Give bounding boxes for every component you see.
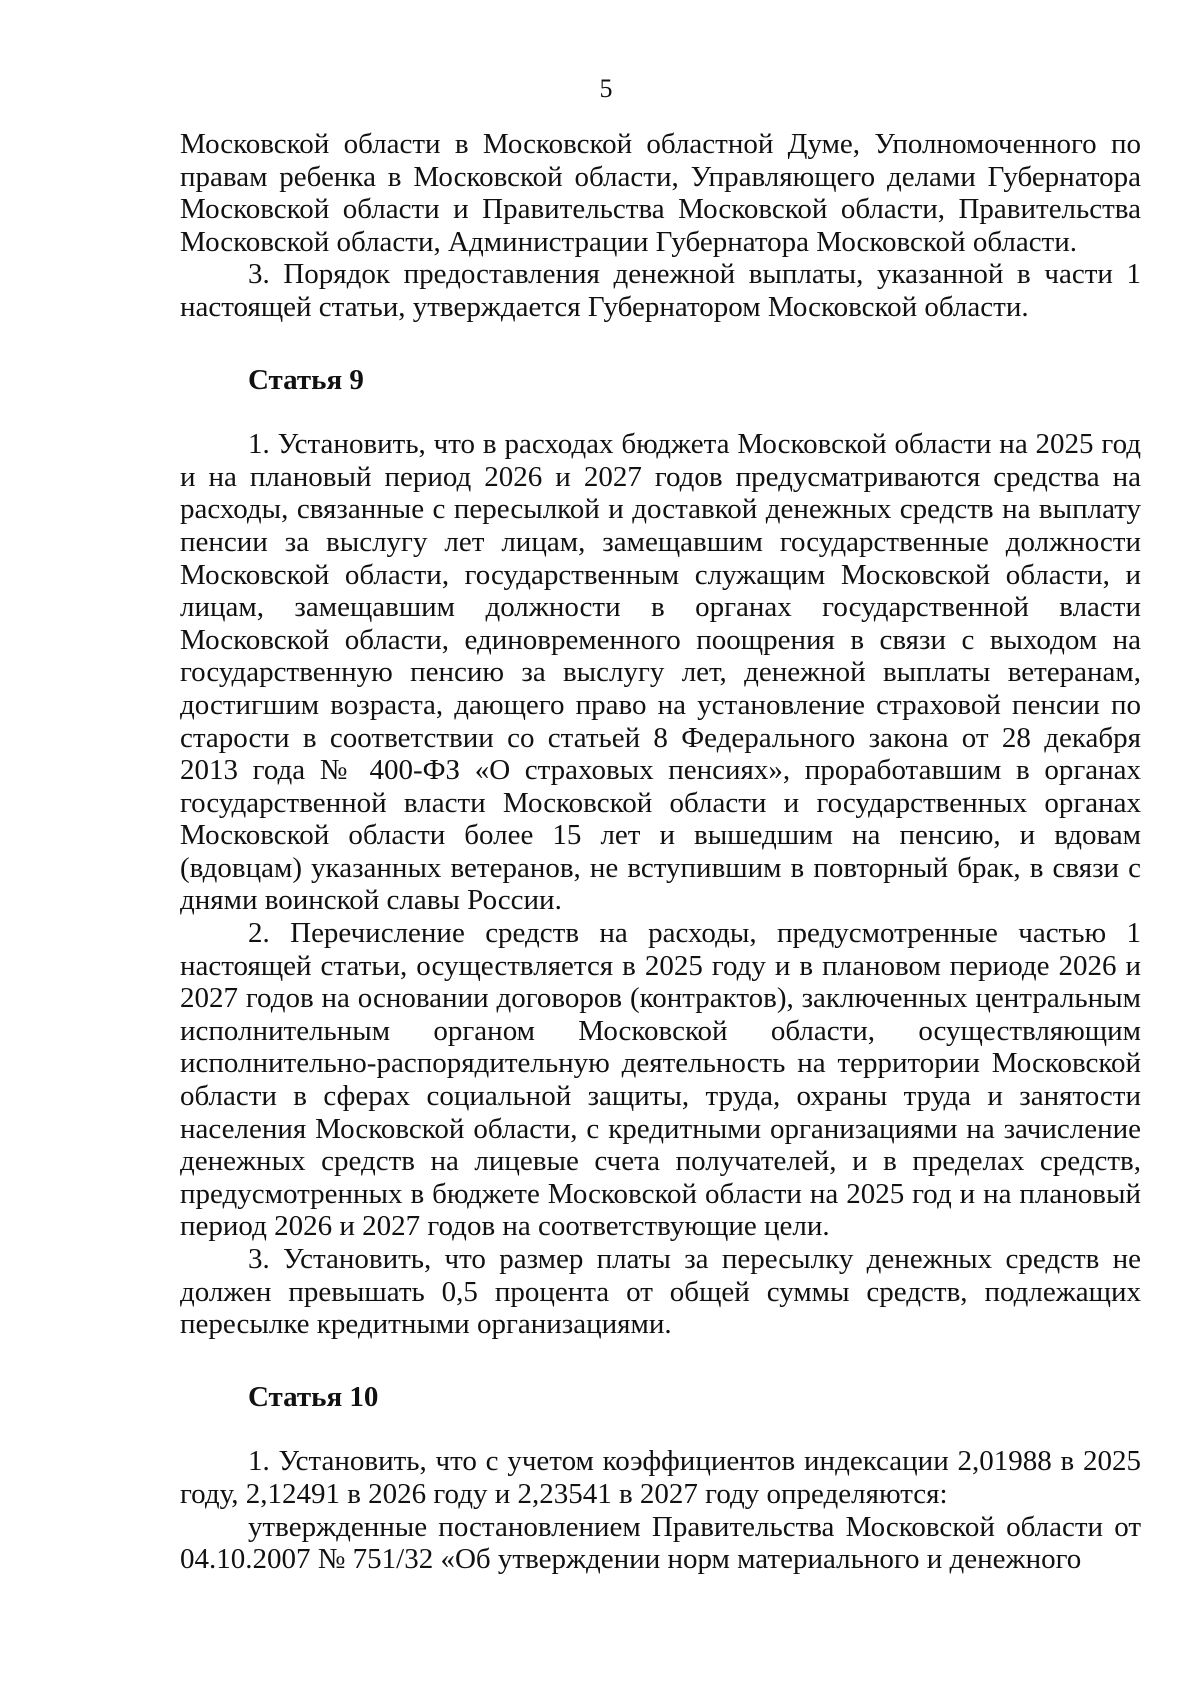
paragraph-article9-part2: 2. Перечисление средств на расходы, предусмотренные частью 1 настоящей статьи, осуществляется в 2025 году и в плановом периоде 2026 и 2027 годов на основании договоров (контрактов), заключенных центральным исполнительным органом Московской области, осуществляющим исполнительно-распорядительную деятельность на территории Московской области в сферах социальной защиты, труда, охраны труда и занятости населения Московской области, с кредитными организациями на зачисление денежных средств на лицевые счета получателей, и в пределах средств, предусмотренных в бюджете Московской области на 2025 год и на плановый период 2026 и 2027 годов на соответствующие цели. (180, 917, 1141, 1243)
paragraph-article9-part3: 3. Установить, что размер платы за пересылку денежных средств не должен превышать 0,5 процента от общей суммы средств, подлежащих пересылке кредитными организациями. (180, 1243, 1141, 1341)
spacer (180, 1341, 1141, 1381)
spacer (180, 1413, 1141, 1445)
paragraph-article10-item: утвержденные постановлением Правительства Московской области от 04.10.2007 № 751/32 «Об утверждении норм материального и денежного (180, 1510, 1141, 1576)
document-body (180, 128, 1141, 1576)
article-9-title: Статья 9 (248, 363, 364, 396)
paragraph-article10-part1: 1. Установить, что с учетом коэффициентов индексации 2,01988 в 2025 году, 2,12491 в 2026 году и 2,23541 в 2027 году определяются: (180, 1445, 1141, 1510)
page-number: 5 (599, 74, 613, 103)
article-10-title: Статья 10 (248, 1380, 379, 1413)
paragraph-article8-part3: 3. Порядок предоставления денежной выплаты, указанной в части 1 настоящей статьи, утверждается Губернатором Московской области. (180, 258, 1141, 323)
spacer (180, 396, 1141, 428)
spacer (180, 324, 1141, 364)
paragraph-continuation: Московской области в Московской областной Думе, Уполномоченного по правам ребенка в Московской области, Управляющего делами Губернатора Московской области и Правительства Московской области, Правительства Московской области, Администрации Губернатора Московской области. (180, 128, 1141, 258)
paragraph-article9-part1: 1. Установить, что в расходах бюджета Московской области на 2025 год и на плановый период 2026 и 2027 годов предусматриваются средства на расходы, связанные с пересылкой и доставкой денежных средств на выплату пенсии за выслугу лет лицам, замещавшим государственные должности Московской области, государственным служащим Московской области, и лицам, замещавшим должности в органах государственной власти Московской области, единовременного поощрения в связи с выходом на государственную пенсию за выслугу лет, денежной выплаты ветеранам, достигшим возраста, дающего право на установление страховой пенсии по старости в соответствии со статьей 8 Федерального закона от 28 декабря 2013 года № 400-ФЗ «О страховых пенсиях», проработавшим в органах государственной власти Московской области и государственных органах Московской области более 15 лет и вышедшим на пенсию, и вдовам (вдовцам) указанных ветеранов, не вступившим в повторный брак, в связи с днями воинской славы России. (180, 428, 1141, 917)
